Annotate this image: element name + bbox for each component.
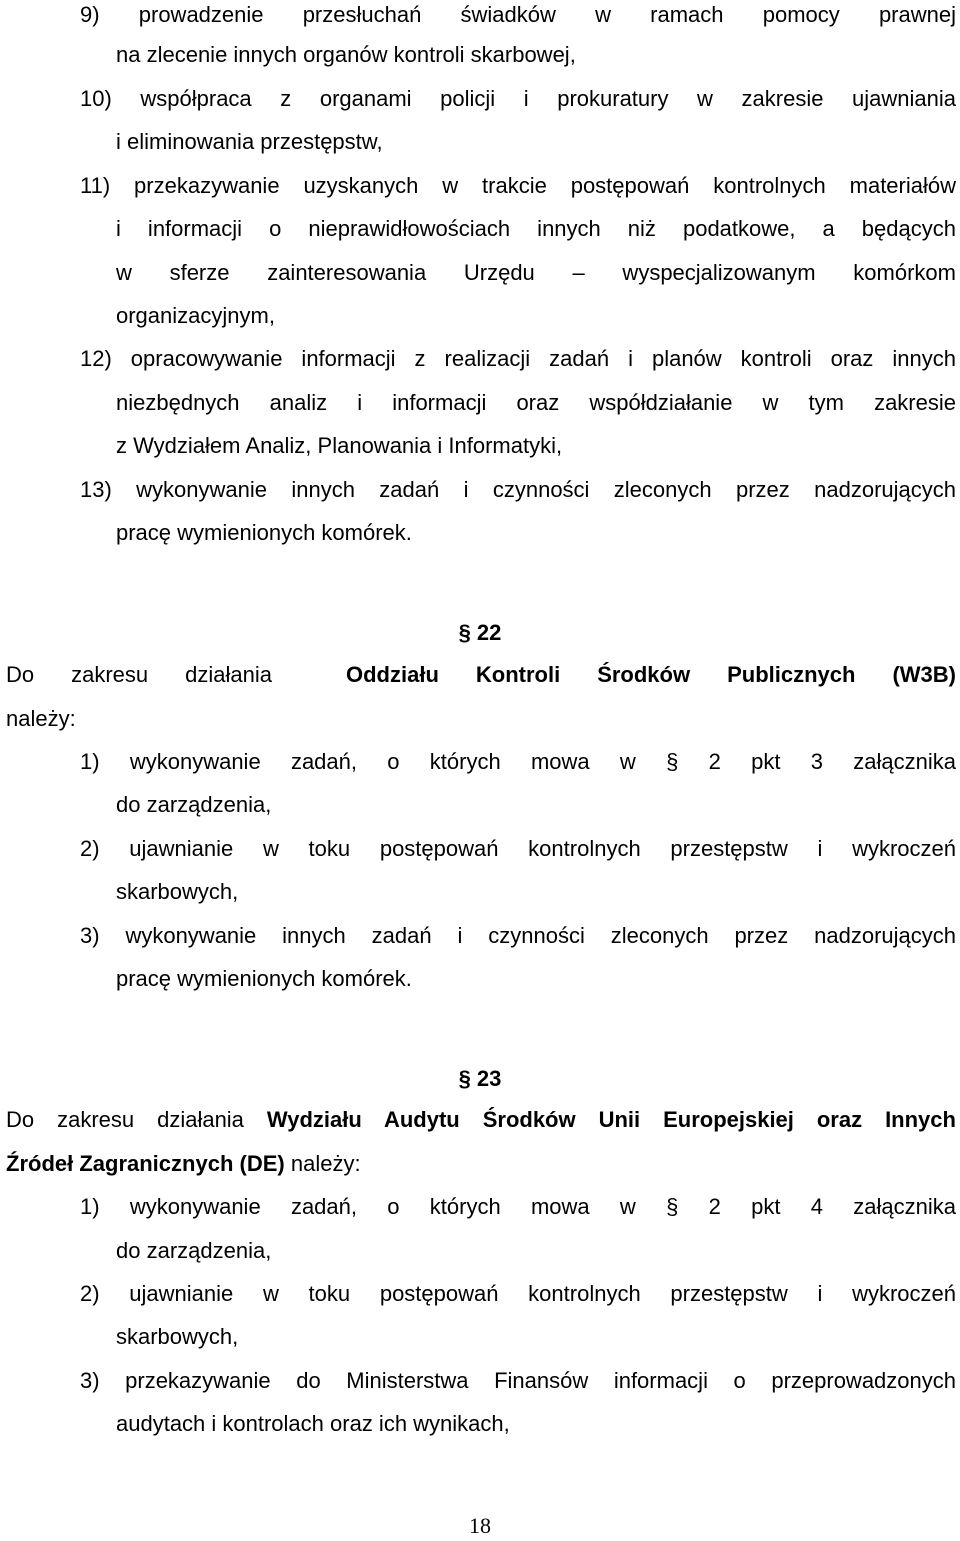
list-item-13-line-1: 13) wykonywanie innych zadań i czynności zleconych przez nadzorujących [80,477,956,502]
section-23-intro-line-1 [6,1105,956,1135]
list-item-13-line-2: pracę wymienionych komórek. [116,520,412,545]
section-23-item-3-line-2: audytach i kontrolach oraz ich wynikach, [116,1411,510,1436]
section-23-intro-line-2 [6,1149,956,1179]
list-item-11-line-1: 11) przekazywanie uzyskanych w trakcie postępowań kontrolnych materiałów [80,173,956,198]
section-22-intro-line-2: należy: [6,706,76,731]
list-item-9-line-1: 9) prowadzenie przesłuchań świadków w ramach pomocy prawnej [80,2,956,27]
list-item-9-line-2: na zlecenie innych organów kontroli skarbowej, [116,42,576,67]
list-item-10-line-2: i eliminowania przestępstw, [116,129,383,154]
section-23-item-2-line-1: 2) ujawnianie w toku postępowań kontrolnych przestępstw i wykroczeń [80,1281,956,1306]
section-22-item-3-line-2: pracę wymienionych komórek. [116,966,412,991]
item-text-b: 2 pkt 4 załącznika [708,1194,956,1219]
unit-name: Oddziału Kontroli Środków Publicznych (W3B) [346,662,956,687]
section-23-item-1-line-2: do zarządzenia, [116,1238,272,1263]
section-22-item-2-line-2: skarbowych, [116,879,239,904]
section-22-heading [0,618,960,648]
section-number: 23 [476,1066,502,1091]
section-symbol: § [458,620,471,645]
section-symbol: § [458,1066,471,1091]
list-item-11-line-2: i informacji o nieprawidłowościach innych niż podatkowe, a będących [116,216,956,241]
section-symbol: § [666,749,679,774]
intro-prefix: Do zakresu działania [6,662,272,687]
list-item-11-line-4: organizacyjnym, [116,303,275,328]
page-number: 18 [469,1513,491,1538]
item-text-a: 1) wykonywanie zadań, o których mowa w [80,1194,636,1219]
section-number: 22 [476,620,502,645]
section-22-item-1-line-1 [80,747,956,777]
unit-name-part-1: Wydziału Audytu Środków Unii Europejskiej oraz Innych [266,1107,956,1132]
section-23-item-2-line-2: skarbowych, [116,1324,239,1349]
unit-name-part-2: Źródeł Zagranicznych (DE) [6,1151,285,1176]
section-22-item-1-line-2: do zarządzenia, [116,792,272,817]
list-item-12-line-1: 12) opracowywanie informacji z realizacji zadań i planów kontroli oraz innych [80,346,956,371]
section-23-item-3-line-1: 3) przekazywanie do Ministerstwa Finansów informacji o przeprowadzonych [80,1368,956,1393]
section-symbol: § [666,1194,679,1219]
section-22-intro-line-1 [6,660,956,690]
item-text-a: 1) wykonywanie zadań, o których mowa w [80,749,636,774]
list-item-10-line-1: 10) współpraca z organami policji i prokuratury w zakresie ujawniania [80,86,956,111]
section-22-item-3-line-1: 3) wykonywanie innych zadań i czynności zleconych przez nadzorujących [80,923,956,948]
list-item-11-line-3: w sferze zainteresowania Urzędu – wyspecjalizowanym komórkom [116,260,956,285]
list-item-12-line-3: z Wydziałem Analiz, Planowania i Informatyki, [116,433,563,458]
section-23-heading [0,1064,960,1094]
intro-prefix: Do zakresu działania [6,1107,244,1132]
item-text-b: 2 pkt 3 załącznika [708,749,956,774]
section-23-item-1-line-1 [80,1192,956,1222]
section-22-item-2-line-1: 2) ujawnianie w toku postępowań kontrolnych przestępstw i wykroczeń [80,836,956,861]
list-item-12-line-2: niezbędnych analiz i informacji oraz współdziałanie w tym zakresie [116,390,956,415]
intro-suffix: należy: [290,1151,361,1176]
